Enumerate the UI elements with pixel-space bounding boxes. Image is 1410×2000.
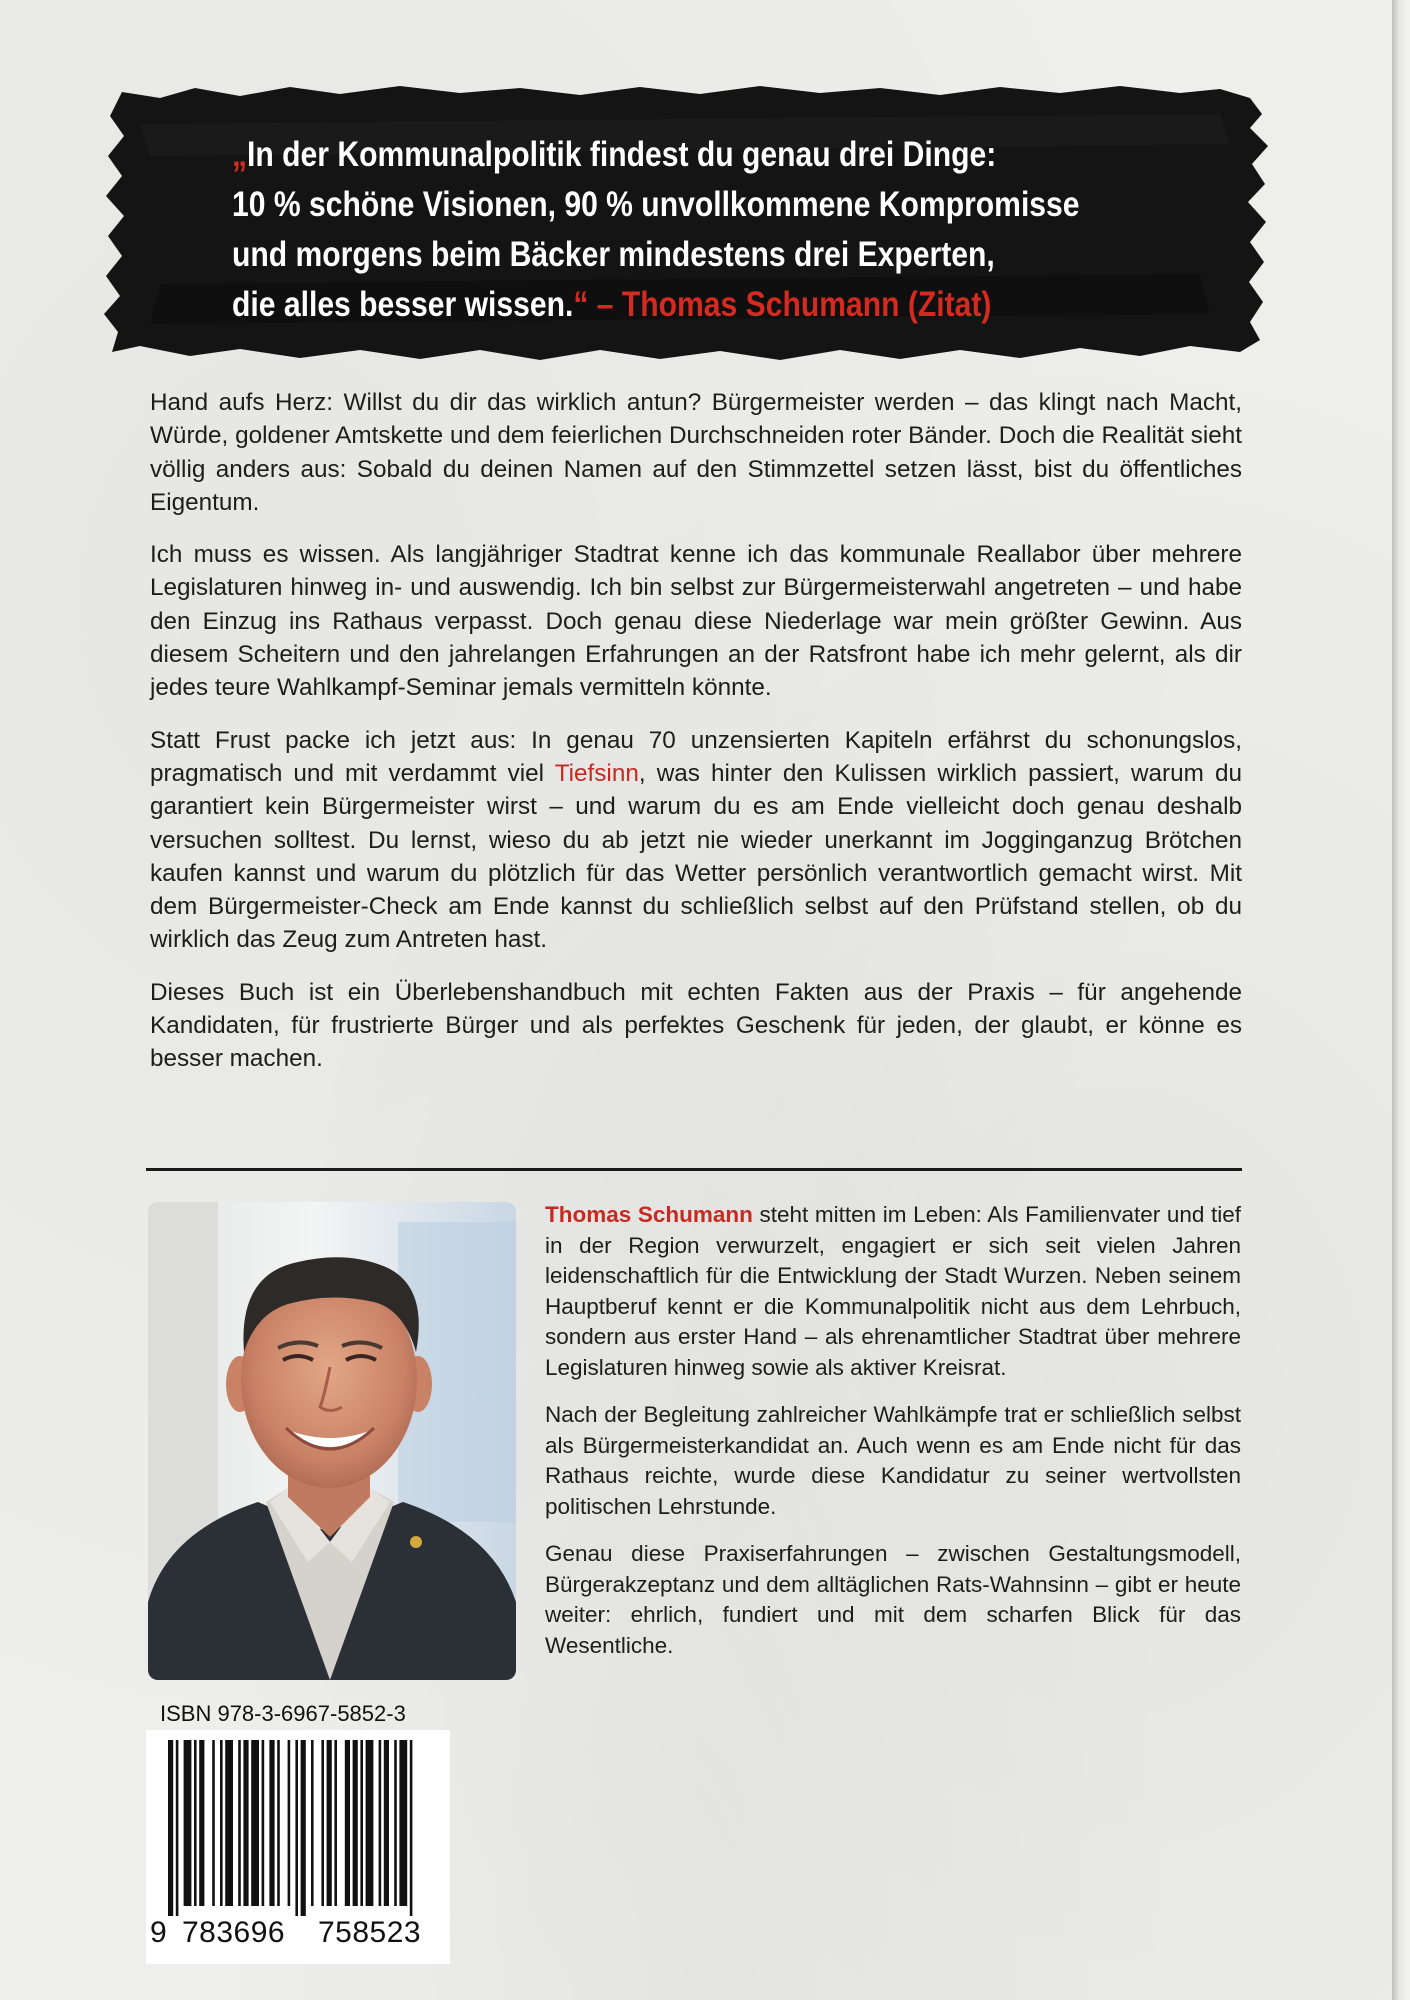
barcode-bar — [262, 1740, 265, 1906]
barcode-bar — [243, 1740, 248, 1906]
barcode-bar — [199, 1740, 204, 1906]
barcode-bar — [384, 1740, 389, 1906]
author-portrait-illustration — [148, 1202, 516, 1680]
barcode-bar — [295, 1740, 298, 1916]
page-edge — [1392, 0, 1410, 2000]
blurb-paragraph-3 — [150, 724, 1242, 957]
barcode-digits-left: 783696 — [182, 1916, 286, 1949]
barcode-bar — [334, 1740, 337, 1906]
barcode-bar — [220, 1740, 223, 1906]
bio-paragraph-1 — [545, 1200, 1241, 1383]
blurb-text — [150, 386, 1242, 1095]
bio-paragraph-2: Nach der Begleitung zahlreicher Wahlkämpfe trat er schließlich selbst als Bürgermeisterkandidat an. Auch wenn es am Ende nicht für das Rathaus reichte, wurde diese Kandidatur zu seiner wertvollsten politischen Lehrstunde. — [545, 1402, 1241, 1519]
barcode-bar — [410, 1740, 413, 1916]
barcode-bar — [353, 1740, 358, 1906]
barcode-bar — [379, 1740, 382, 1906]
quote-close-mark: “ — [573, 285, 589, 324]
quote-line-4: die alles besser wissen. — [232, 285, 574, 324]
barcode-bar — [399, 1740, 407, 1906]
barcode-bar — [194, 1740, 197, 1906]
barcode-bar — [288, 1740, 291, 1906]
barcode-bar — [238, 1740, 241, 1906]
section-divider — [146, 1168, 1242, 1171]
blurb-highlight-word: Tiefsinn — [554, 759, 639, 787]
barcode — [146, 1730, 450, 1964]
barcode-bar — [394, 1740, 397, 1906]
bio-paragraph-1-text: steht mitten im Leben: Als Familienvater und tief in der Region verwurzelt, engagiert er sich seit vielen Jahren leidenschaftlich für die Entwicklung der Stadt Wurzen. Neben seinem Hauptberuf kennt er die Kommunalpolitik nicht aus dem Lehrbuch, sondern aus erster Hand – als ehrenamtlicher Stadtrat über mehrere Legislaturen hinweg sowie als aktiver Kreisrat. — [545, 1202, 1241, 1380]
author-bio — [545, 1200, 1241, 1678]
barcode-bar — [301, 1740, 306, 1916]
barcode-digit-first: 9 — [150, 1916, 168, 1949]
blurb-paragraph-3-end: , was hinter den Kulissen wirklich passiert, warum du garantiert kein Bürgermeister wirst – und warum du es am Ende vielleicht doch genau deshalb versuchen solltest. Du lernst, wieso du ab jetzt nie wieder unerkannt im Jogginganzug Brötchen kaufen kannst und warum du plötzlich für das Wetter persönlich verantwortlich gemacht wirst. Mit dem Bürgermeister-Check am Ende kannst du schließlich selbst auf den Prüfstand stellen, ob du wirklich das Zeug zum Antreten hast. — [150, 759, 1242, 954]
barcode-bar — [251, 1740, 259, 1906]
barcode-bar — [212, 1740, 215, 1906]
author-name: Thomas Schumann — [545, 1202, 753, 1227]
quote-open-mark: „ — [232, 135, 248, 174]
barcode-bar — [360, 1740, 363, 1906]
barcode-bar — [311, 1740, 314, 1906]
quote-text — [232, 130, 1101, 330]
barcode-bar — [327, 1740, 332, 1906]
blurb-paragraph-3-start: Statt Frust packe ich jetzt aus: In genau 70 unzensierten Kapiteln erfährst du schonungslos, pragmatisch und mit verdammt viel — [150, 726, 1242, 787]
bio-paragraph-3: Genau diese Praxiserfahrungen – zwischen Gestaltungsmodell, Bürgerakzeptanz und dem alltäglichen Rats-Wahnsinn – gibt er heute weiter: ehrlich, fundiert und mit dem scharfen Blick für das Wesentliche. — [545, 1541, 1241, 1658]
barcode-bar — [176, 1740, 179, 1916]
author-photo — [148, 1202, 516, 1680]
barcode-bar — [225, 1740, 233, 1906]
quote-banner — [100, 84, 1270, 364]
barcode-digits — [146, 1916, 450, 1956]
blurb-paragraph-1: Hand aufs Herz: Willst du dir das wirklich antun? Bürgermeister werden – das klingt nach Macht, Würde, goldener Amtskette und dem feierlichen Durchschneiden roter Bänder. Doch die Realität sieht völlig anders aus: Sobald du deinen Namen auf den Stimmzettel setzen lässt, bist du öffentliches Eigentum. — [150, 389, 1242, 516]
barcode-bar — [366, 1740, 374, 1906]
isbn-label: ISBN 978-3-6967-5852-3 — [160, 1701, 406, 1726]
barcode-bar — [269, 1740, 274, 1906]
barcode-bar — [321, 1740, 324, 1906]
quote-line-2: 10 % schöne Visionen, 90 % unvollkommene Kompromisse — [232, 185, 1080, 224]
blurb-paragraph-4: Dieses Buch ist ein Überlebenshandbuch mit echten Fakten aus der Praxis – für angehende Kandidaten, für frustrierte Bürger und als perfektes Geschenk für jeden, der glaubt, er könne es besser machen. — [150, 978, 1242, 1073]
barcode-bar — [168, 1740, 173, 1916]
barcode-digits-right: 758523 — [318, 1916, 422, 1949]
barcode-bar — [277, 1740, 280, 1906]
quote-line-1: In der Kommunalpolitik findest du genau drei Dinge: — [247, 135, 997, 174]
quote-attribution: – Thomas Schumann (Zitat) — [596, 285, 992, 324]
barcode-bar — [345, 1740, 350, 1906]
blurb-paragraph-2: Ich muss es wissen. Als langjähriger Stadtrat kenne ich das kommunale Reallabor über mehrere Legislaturen hinweg in- und auswendig. Ich bin selbst zur Bürgermeisterwahl angetreten – und habe den Einzug ins Rathaus verpasst. Doch genau diese Niederlage war mein größter Gewinn. Aus diesem Scheitern und den jahrelangen Erfahrungen an der Ratsfront habe ich mehr gelernt, als dir jedes teure Wahlkampf-Seminar jemals vermitteln könnte. — [150, 541, 1242, 702]
barcode-bar — [184, 1740, 192, 1906]
quote-line-3: und morgens beim Bäcker mindestens drei Experten, — [232, 235, 995, 274]
